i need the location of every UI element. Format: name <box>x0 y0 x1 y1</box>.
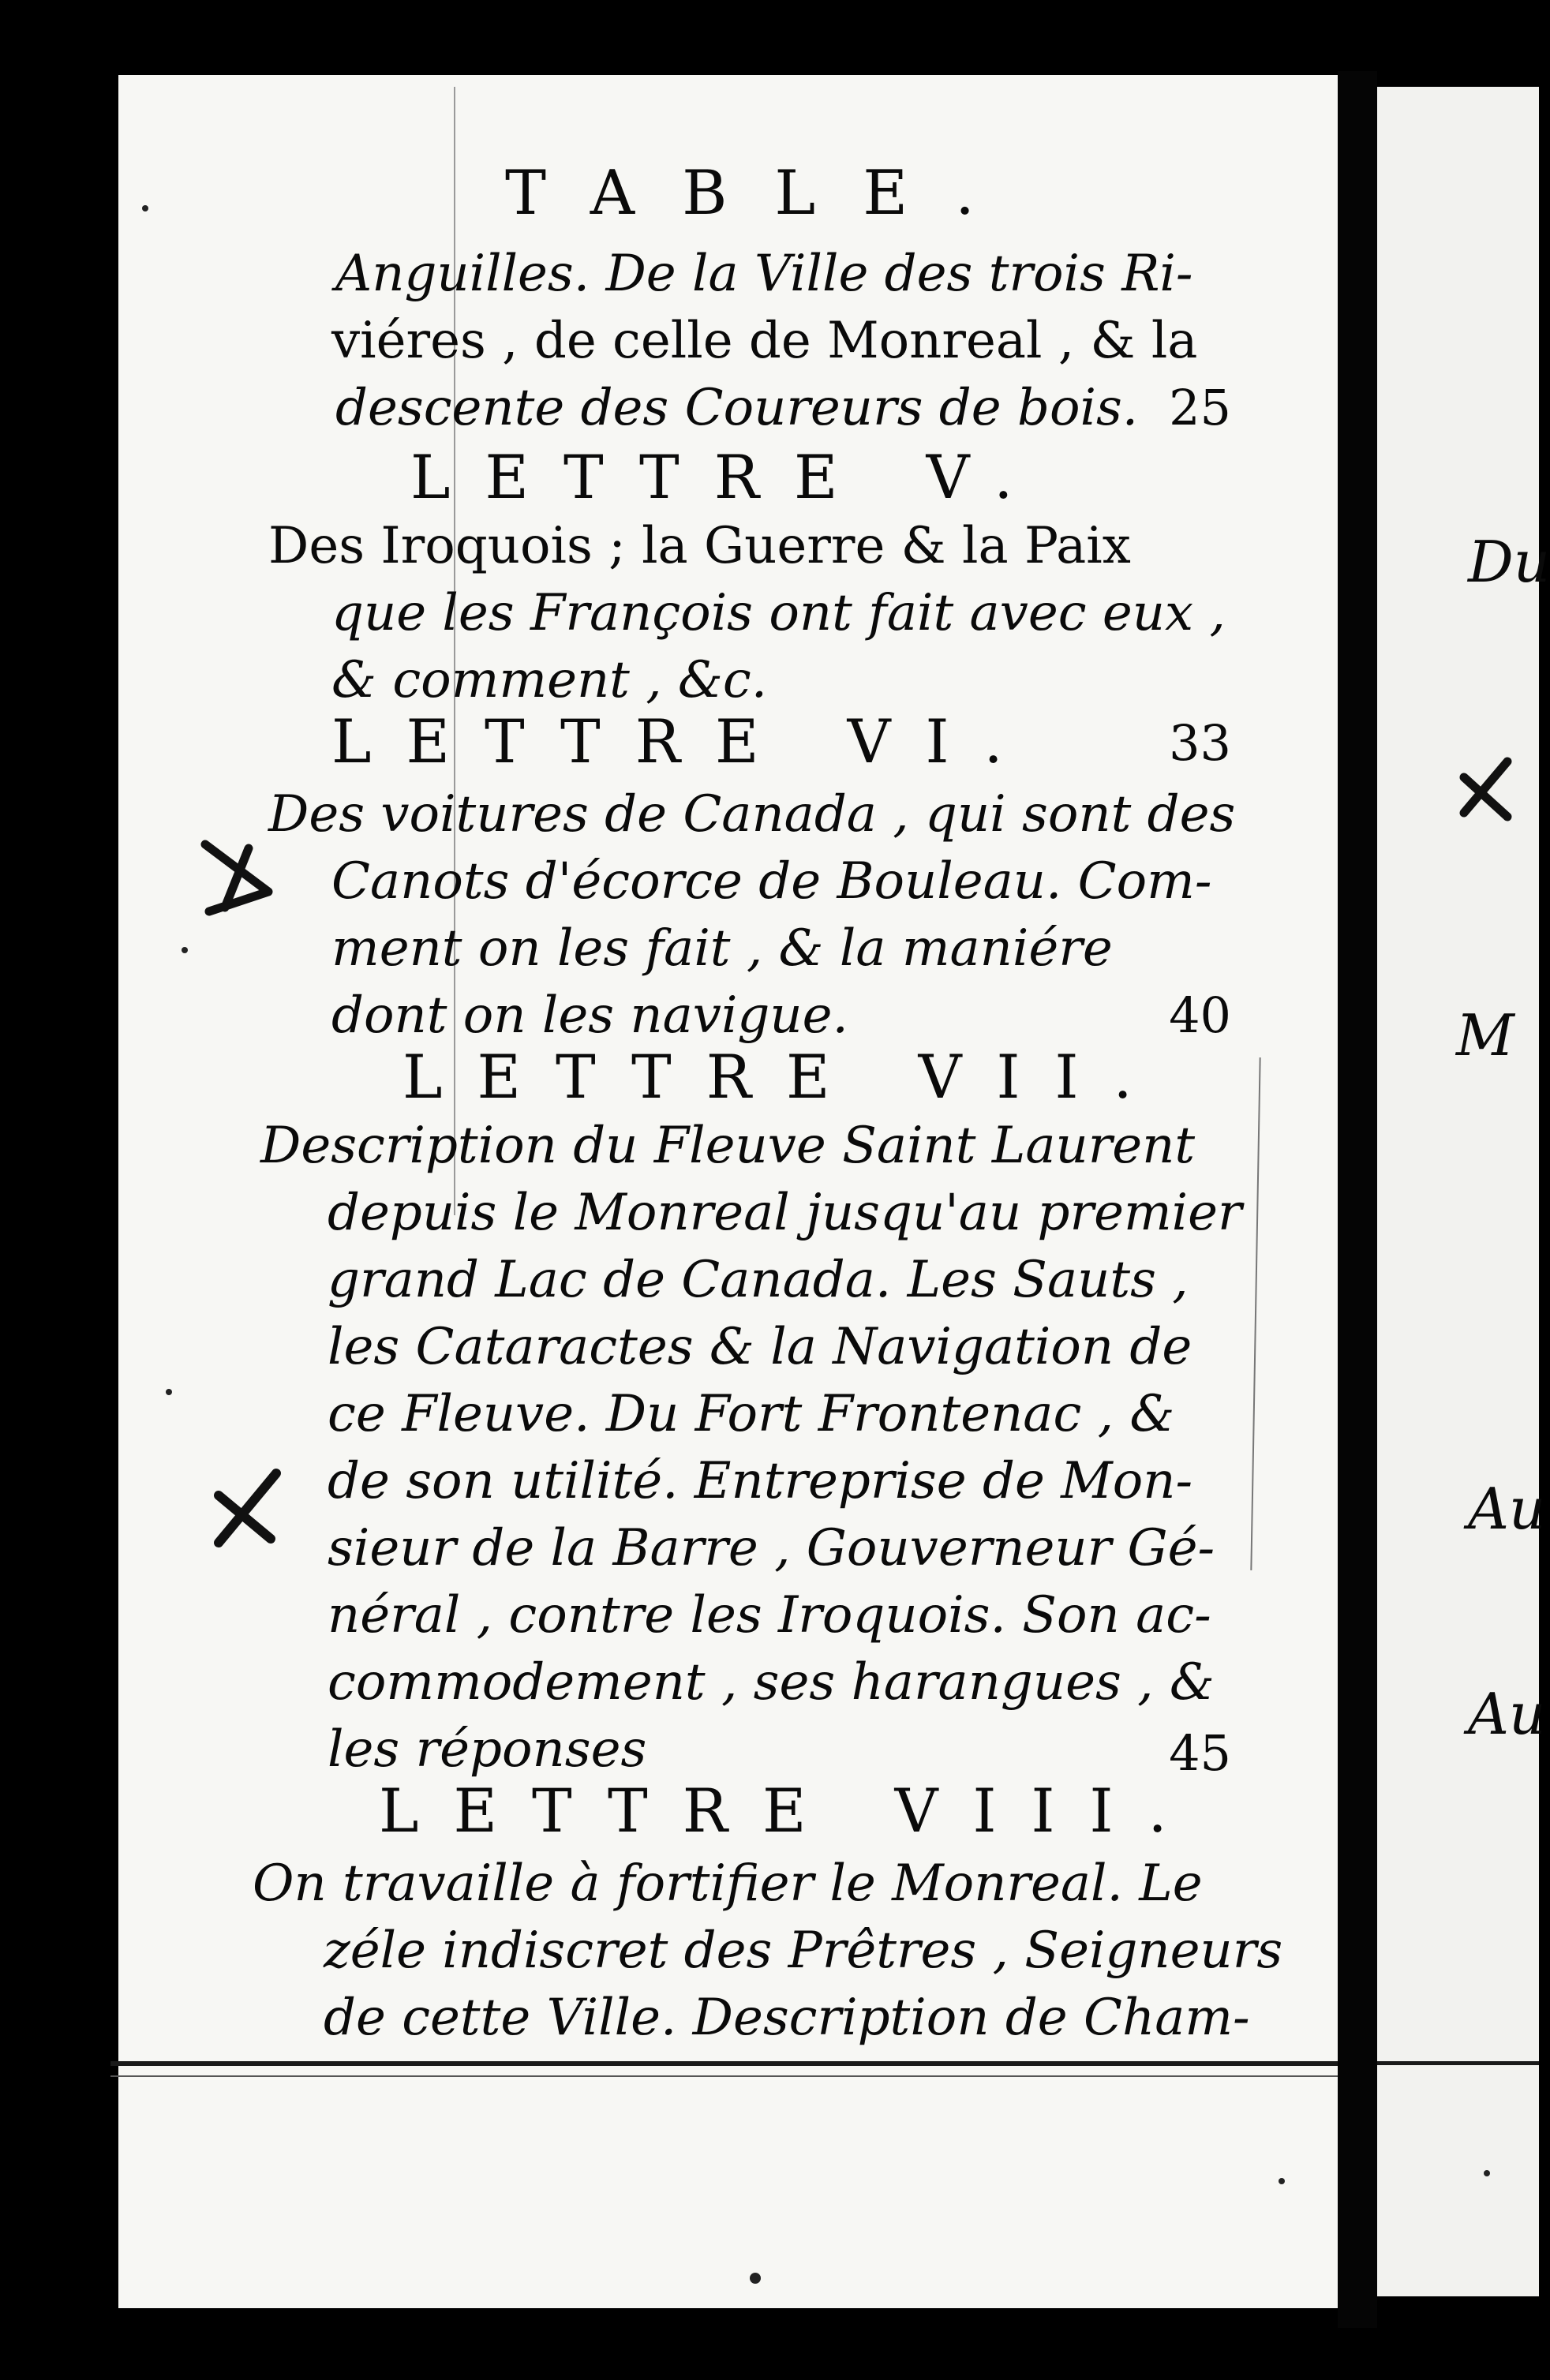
text-line: Canots d'écorce de Bouleau. Com- <box>331 852 1212 911</box>
bottom-rule <box>110 2061 1338 2066</box>
text-line: que les François ont fait avec eux , <box>331 584 1226 642</box>
text-line: ment on les fait , & la maniére <box>331 919 1113 978</box>
facing-bottom-rule <box>1377 2061 1539 2065</box>
text-line: les Cataractes & la Navigation de <box>328 1318 1192 1376</box>
page-header: TABLE. <box>505 158 1022 229</box>
facing-page-fragment: Au <box>1468 1476 1546 1542</box>
page-number: 40 <box>1169 986 1231 1044</box>
text-line: & comment , &c. <box>331 651 768 709</box>
scan-speck <box>1279 2178 1285 2184</box>
text-line: zéle indiscret des Prêtres , Seigneurs <box>324 1922 1283 1980</box>
bottom-rule-thin <box>110 2075 1338 2077</box>
facing-page-fragment: M <box>1456 1002 1514 1068</box>
text-line: commodement , ses harangues , & <box>328 1653 1215 1712</box>
page-number: 25 <box>1169 379 1231 436</box>
text-line: Anguilles. De la Ville des trois Ri- <box>335 245 1193 303</box>
text-line: Des Iroquois ; la Guerre & la Paix <box>268 517 1131 575</box>
facing-page-fragment: Au <box>1468 1681 1546 1747</box>
text-line: depuis le Monreal jusqu'au premier <box>328 1184 1242 1242</box>
text-line: ce Fleuve. Du Fort Frontenac , & <box>328 1385 1175 1443</box>
scan-speck <box>750 2273 761 2284</box>
text-line: Des voitures de Canada , qui sont des <box>268 785 1236 844</box>
scan-speck <box>182 947 188 953</box>
facing-page-fragment: Du <box>1468 529 1550 595</box>
section-heading: LETTRE V. <box>410 442 1048 512</box>
text-line: viéres , de celle de Monreal , & la <box>331 312 1198 370</box>
text-line: les réponses <box>328 1720 647 1779</box>
x-mark-icon <box>201 1464 288 1551</box>
x-mark-icon <box>193 833 280 919</box>
page-number: 33 <box>1169 714 1231 772</box>
page-number: 45 <box>1169 1724 1231 1782</box>
scan-speck <box>142 205 148 211</box>
x-mark-icon <box>1452 750 1515 829</box>
text-line: dont on les navigue. <box>331 986 848 1045</box>
text-line: de cette Ville. Description de Cham- <box>324 1989 1250 2047</box>
gutter-shadow <box>1338 71 1377 2328</box>
text-line: descente des Coureurs de bois. <box>335 379 1139 437</box>
text-line: de son utilité. Entreprise de Mon- <box>328 1452 1193 1510</box>
section-heading: LETTRE VIII. <box>379 1776 1202 1846</box>
scan-speck <box>1484 2170 1490 2176</box>
section-heading: LETTRE VI. <box>331 706 1038 776</box>
text-line: néral , contre les Iroquois. Son ac- <box>328 1586 1211 1645</box>
text-line: grand Lac de Canada. Les Sauts , <box>328 1251 1189 1309</box>
facing-page <box>1377 87 1539 2296</box>
scan-speck <box>166 1389 172 1395</box>
text-line: Description du Fleuve Saint Laurent <box>260 1117 1196 1175</box>
text-line: On travaille à fortifier le Monreal. Le <box>253 1854 1203 1913</box>
text-line: sieur de la Barre , Gouverneur Gé- <box>328 1519 1215 1577</box>
section-heading: LETTRE VII. <box>402 1042 1167 1112</box>
